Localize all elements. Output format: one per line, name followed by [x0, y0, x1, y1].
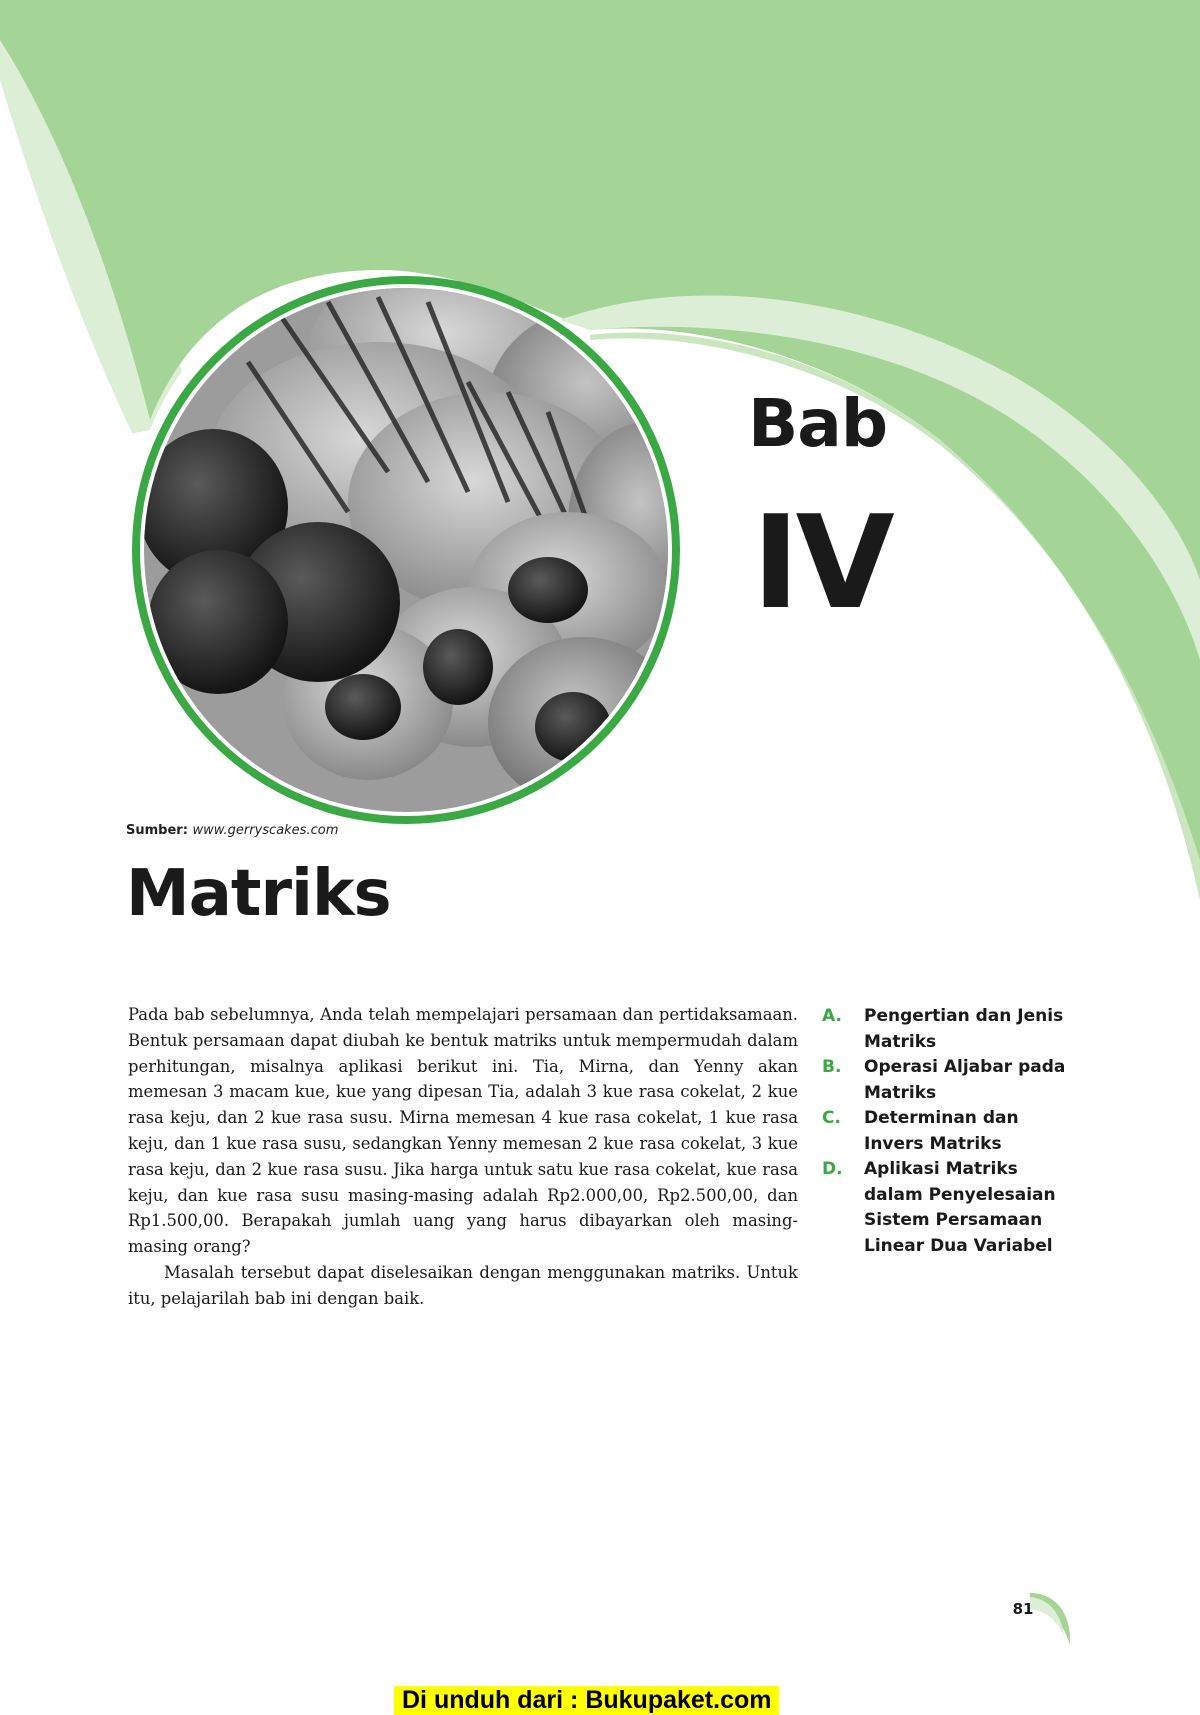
contents-item: [822, 1004, 1082, 1055]
page-number: 81: [1012, 1600, 1034, 1618]
cookies-photo: [128, 272, 684, 828]
contents-item-letter: B.: [822, 1057, 842, 1077]
download-source-banner: Di unduh dari : Bukupaket.com: [394, 1686, 779, 1715]
photo-source: Sumber: www.gerryscakes.com: [126, 823, 339, 838]
intro-paragraph: Pada bab sebelumnya, Anda telah mempelajari persamaan dan pertidaksamaan. Bentuk persamaan dapat diubah ke bentuk matriks untuk mempermudah dalam perhitungan, misalnya aplikasi berikut ini. Tia, Mirna, dan Yenny akan memesan 3 macam kue, kue yang dipesan Tia, adalah 3 kue rasa cokelat, 2 kue rasa keju, dan 2 kue rasa susu. Mirna memesan 4 kue rasa cokelat, 1 kue rasa keju, dan 1 kue rasa susu, sedangkan Yenny memesan 2 kue rasa cokelat, 3 kue rasa keju, dan 2 kue rasa susu. Jika harga untuk satu kue rasa cokelat, kue rasa keju, dan kue rasa susu masing-masing adalah Rp2.000,00, Rp2.500,00, dan Rp1.500,00. Berapakah jumlah uang yang harus dibayarkan oleh masing-masing orang?: [128, 1005, 798, 1257]
contents-item-text: Determinan dan Invers Matriks: [864, 1108, 1019, 1154]
contents-item-letter: D.: [822, 1159, 843, 1179]
page-number-swoosh: [1000, 1585, 1080, 1655]
contents-item: [822, 1157, 1082, 1259]
chapter-contents-list: [822, 1004, 1082, 1259]
contents-item-letter: A.: [822, 1006, 842, 1026]
chapter-label: Bab: [748, 385, 888, 462]
contents-item: [822, 1106, 1082, 1157]
contents-item-text: Operasi Aljabar pada Matriks: [864, 1057, 1066, 1103]
photo-source-label: Sumber: [126, 823, 183, 838]
contents-item-letter: C.: [822, 1108, 841, 1128]
contents-item-text: Aplikasi Matriks dalam Penyelesaian Sistem Persamaan Linear Dua Variabel: [864, 1159, 1056, 1256]
photo-source-url: www.gerryscakes.com: [192, 823, 339, 838]
chapter-title: Matriks: [126, 857, 391, 931]
chapter-number: IV: [752, 489, 891, 638]
intro-paragraph: Masalah tersebut dapat diselesaikan dengan menggunakan matriks. Untuk itu, pelajarilah bab ini dengan baik.: [128, 1262, 798, 1308]
contents-item: [822, 1055, 1082, 1106]
intro-text: [128, 1002, 798, 1312]
contents-item-text: Pengertian dan Jenis Matriks: [864, 1006, 1064, 1052]
